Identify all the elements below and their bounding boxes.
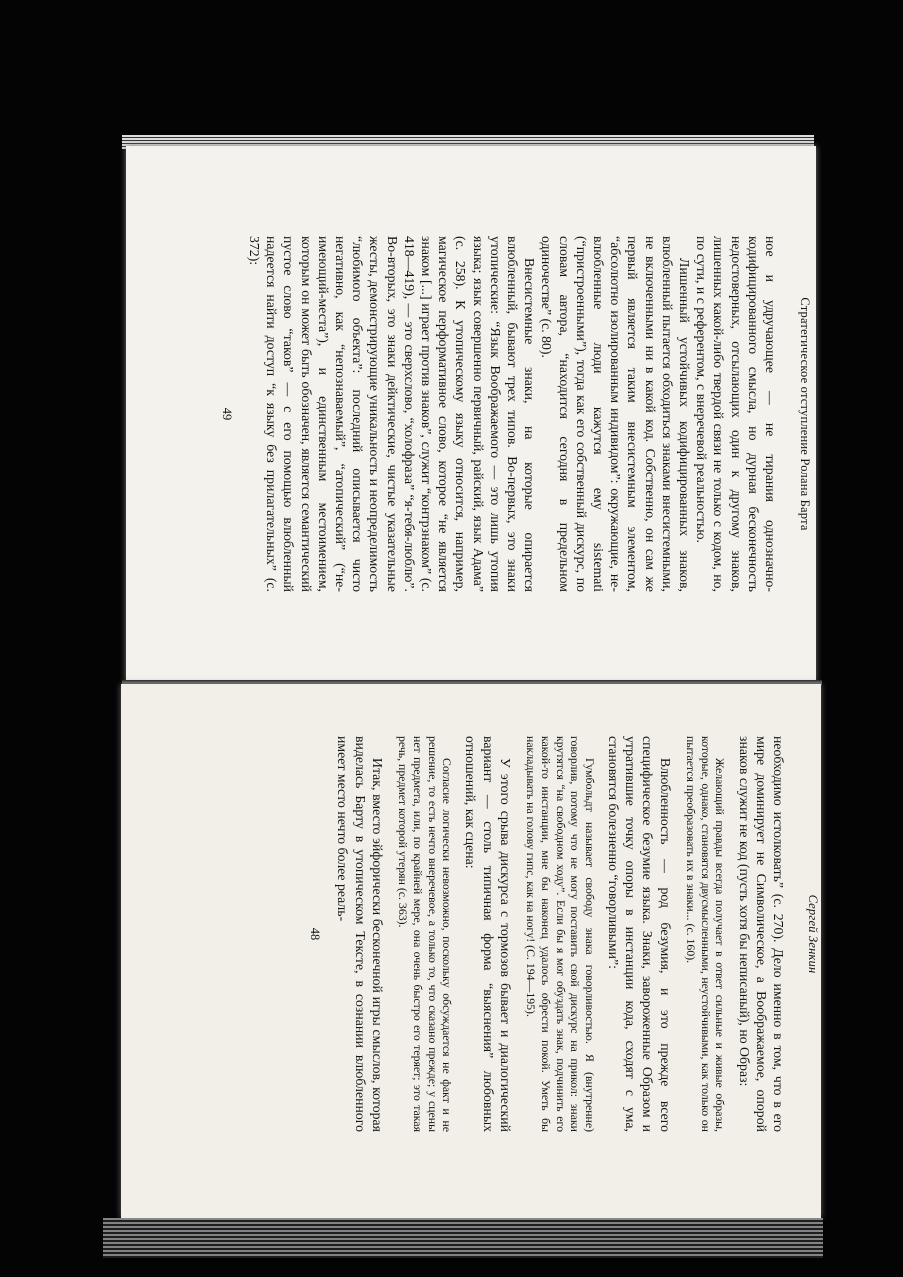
page-number-left: 48 <box>308 927 323 941</box>
right-page-text <box>200 236 812 592</box>
running-header-right: Стратегическое отступление Ролана Барта <box>798 297 812 531</box>
paragraph: ное и удручающее — не тирания однозначно-кодифицированного смысла, но дурная бесконечность недостоверных, отсылающих один к другому знаков, лишенных какой-либо твердой связи не только с кодом, но, по сути, и с референтом, с внеречевой реальностью. <box>694 236 778 592</box>
block-quote: Согласие логически невозможно, поскольку обсуждается не факт и не решение, то есть нечто внеречевое, а только то, что сказано прежде; у сцены нет предмета, или, по крайней мере, она очень быстро его теряет; это такая речь, предмет которой утерян (с. 363). <box>396 736 455 1132</box>
paragraph: Внесистемные знаки, на которые опирается влюбленный, бывают трех типов. Во-первых, это знаки утопические: “Язык Воображаемого — это лишь утопия языка; язык совершенно первичный, райский, язык Адама” (с. 258). К утопическому языку относится, например, магическое перформативное слово, которое “не является знаком [...] играет против знаков”, служит “контрзнаком” (с. 418—419), — это сверхслово, “холофраза” “я-тебя-люблю”. Во-вторых, это знаки дейктические, чистые указательные жесты, демонстрирующие уникальность и неопределимость “любимого объекта”: последний описывается чисто негативно, как “непознаваемый”, “атопический” (“не-имеющий-места”), и единственным местоимением, которым он может быть обозначен, является семантический пустое слово “таков” — с его помощью влюбленный надеется найти доступ “к языку без прилагательных” (с. 372): <box>246 236 538 592</box>
page-number-right: 49 <box>219 407 234 421</box>
left-page-text <box>170 736 820 1132</box>
paragraph: Итак, вместо эйфорически бесконечной игры смыслов, которая виделась Барту в утопическом Тексте, в сознании влюбленного имеет место нечто более реаль- <box>335 736 385 1132</box>
running-header-left: Сергей Зенкин <box>806 894 820 974</box>
paragraph: У этого срыва дискурса с тормозов бывает и диалогический вариант — столь типичная форма “выяснения” любовных отношений, как сцена: <box>463 736 513 1132</box>
block-quote: Желающий правды всегда получает в ответ сильные и живые образы, которые, однако, становятся двусмысленными, неустойчивыми, как только он пытается преобразовать их в знаки... (с. 160). <box>684 736 728 1132</box>
paragraph: необходимо истолковать” (с. 270). Дело именно в том, что в его мире доминирует не Символическое, а Воображаемое, опорой знаков служит не код (пусть хотя бы неписаный), но Образ: <box>736 736 786 1132</box>
block-quote: Гумбольдт называет свободу знака говорливостью. Я (внутренне) говорлив, потому что не могу поставить свой дискурс на прикол: знаки крутятся “на свободном ходу”. Если бы я мог обуздать знак, подчинить его какой-то инстанции, мне бы наконец удалось обрести покой. Уметь бы накладывать на голову гипс, как на ногу! (С. 194—195). <box>524 736 597 1132</box>
paragraph: Влюбленность — род безумия, и это прежде всего специфическое безумие языка. Знаки, завороженные Образом и утратившие точку опоры в инстанции кода, сходят с ума, становятся болезненно “говорливыми”: <box>606 736 673 1132</box>
paragraph: Лишенный устойчивых кодифицированных знаков, влюбленный пытается обходиться знаками внесистемными, не включенными ни в какой код. Собственно, он сам же первый является таким внесистемным элементом, “абсолютно изолированным индивидом”: окружающие, не-влюбленные люди кажутся ему sistemati (“пристроенными”), тогда как его собственный дискурс, по словам автора, “находится сегодня в предельном одиночестве” (с. 80). <box>539 236 692 592</box>
left-page-edges <box>103 1218 823 1258</box>
